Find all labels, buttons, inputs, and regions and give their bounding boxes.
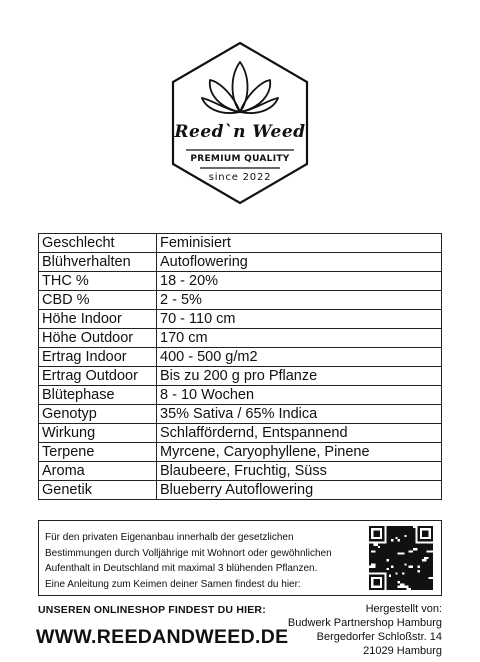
spec-value: 18 - 20%	[157, 272, 442, 291]
table-row	[39, 253, 442, 272]
notice-line: Bestimmungen durch Volljährige mit Wohnort oder gewöhnlichen	[45, 547, 332, 559]
shop-label: UNSEREN ONLINESHOP FINDEST DU HIER:	[38, 604, 266, 616]
maker-line: Bergedorfer Schloßstr. 14	[316, 631, 442, 643]
spec-key: Terpene	[39, 443, 157, 462]
spec-value: Autoflowering	[157, 253, 442, 272]
notice-line: Für den privaten Eigenanbau innerhalb der gesetzlichen	[45, 532, 294, 543]
spec-value: 70 - 110 cm	[157, 310, 442, 329]
maker-line: Hergestellt von:	[365, 603, 442, 615]
legal-notice-text	[45, 530, 371, 592]
maker-line: Budwerk Partnershop Hamburg	[287, 617, 442, 629]
spec-key: Blühverhalten	[39, 253, 157, 272]
spec-key: Ertrag Outdoor	[39, 367, 157, 386]
spec-value: Schlaffördernd, Entspannend	[157, 424, 442, 443]
spec-value: Feminisiert	[157, 234, 442, 253]
table-row	[39, 386, 442, 405]
table-row	[39, 310, 442, 329]
spec-value: 8 - 10 Wochen	[157, 386, 442, 405]
table-row	[39, 367, 442, 386]
spec-key: Wirkung	[39, 424, 157, 443]
table-row	[39, 329, 442, 348]
table-row	[39, 348, 442, 367]
manufacturer-address	[288, 602, 442, 658]
spec-key: Höhe Indoor	[39, 310, 157, 329]
spec-value: Blueberry Autoflowering	[157, 481, 442, 500]
brand-name: Reed`n Weed	[174, 122, 306, 142]
spec-key: Genotyp	[39, 405, 157, 424]
spec-key: Aroma	[39, 462, 157, 481]
shop-url-link[interactable]: WWW.REEDANDWEED.DE	[36, 626, 289, 648]
spec-value: 170 cm	[157, 329, 442, 348]
brand-since: since 2022	[208, 172, 272, 183]
spec-value: 35% Sativa / 65% Indica	[157, 405, 442, 424]
table-row	[39, 234, 442, 253]
table-row	[39, 291, 442, 310]
table-row	[39, 481, 442, 500]
spec-key: Genetik	[39, 481, 157, 500]
lotus-icon	[202, 62, 278, 113]
spec-key: Höhe Outdoor	[39, 329, 157, 348]
spec-value: 2 - 5%	[157, 291, 442, 310]
spec-value: Bis zu 200 g pro Pflanze	[157, 367, 442, 386]
table-row	[39, 424, 442, 443]
spec-key: Geschlecht	[39, 234, 157, 253]
notice-line: Eine Anleitung zum Keimen deiner Samen findest du hier:	[45, 578, 301, 590]
table-row	[39, 405, 442, 424]
spec-value: Myrcene, Caryophyllene, Pinene	[157, 443, 442, 462]
qr-code-icon[interactable]	[369, 525, 433, 591]
spec-key: THC %	[39, 272, 157, 291]
spec-key: CBD %	[39, 291, 157, 310]
spec-key: Ertrag Indoor	[39, 348, 157, 367]
legal-notice-box	[38, 520, 442, 596]
brand-tagline: PREMIUM QUALITY	[190, 154, 290, 164]
spec-key: Blütephase	[39, 386, 157, 405]
strain-spec-table	[38, 233, 442, 500]
maker-line: 21029 Hamburg	[363, 645, 442, 657]
spec-value: 400 - 500 g/m2	[157, 348, 442, 367]
notice-line: Aufenthalt in Deutschland mit maximal 3 blühenden Pflanzen.	[45, 563, 318, 574]
table-row	[39, 443, 442, 462]
table-row	[39, 462, 442, 481]
spec-value: Blaubeere, Fruchtig, Süss	[157, 462, 442, 481]
table-row	[39, 272, 442, 291]
